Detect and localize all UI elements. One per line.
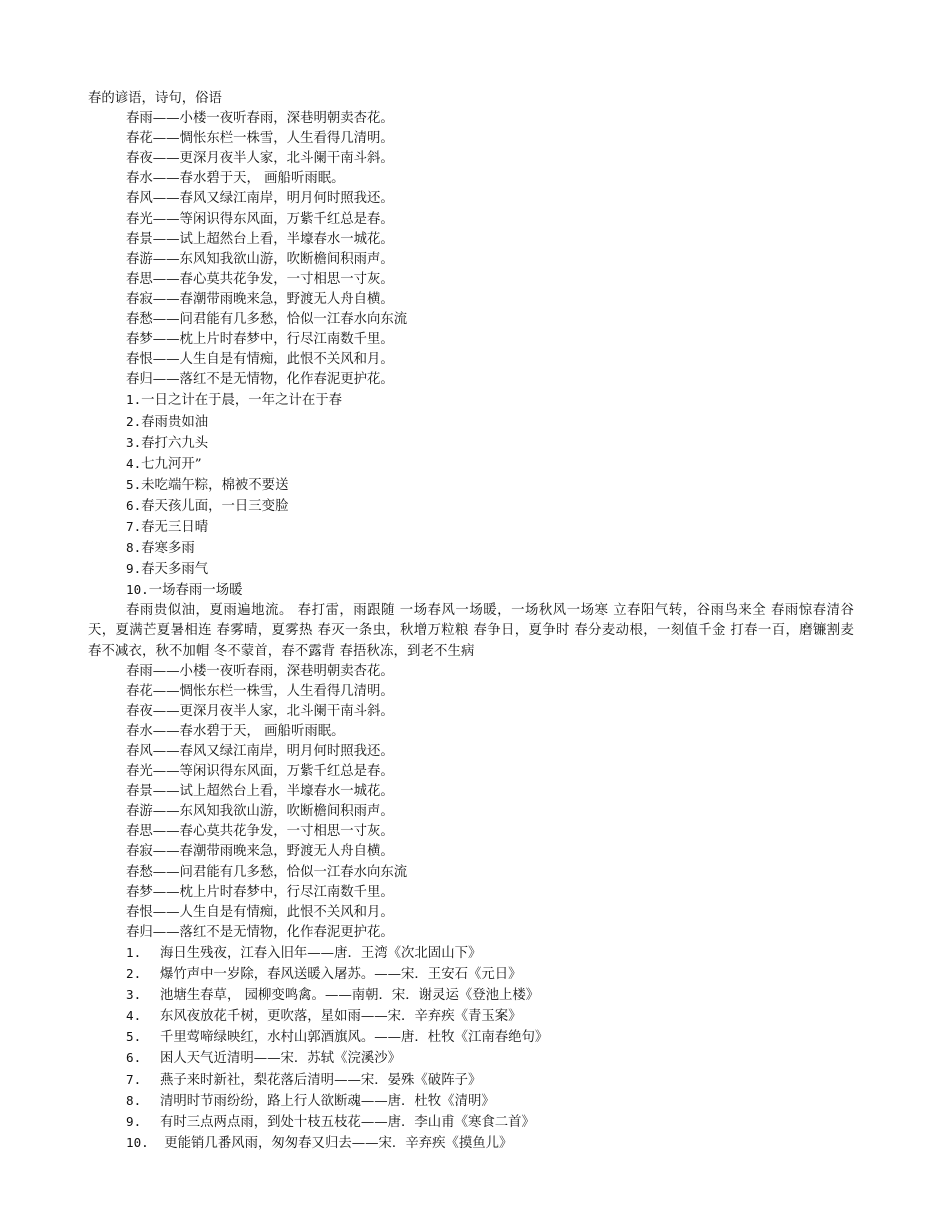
list-item: 春梦——枕上片时春梦中，行尽江南数千里。 bbox=[126, 884, 394, 900]
list-item: 春雨——小楼一夜听春雨，深巷明朝卖杏花。 bbox=[126, 663, 394, 679]
item-text: 困人天气近清明——宋．苏轼《浣溪沙》 bbox=[160, 1051, 402, 1067]
item-text: 春无三日晴 bbox=[141, 519, 209, 535]
item-number: 8. bbox=[126, 540, 142, 556]
item-number: 9. bbox=[126, 561, 142, 577]
item-text: 春天多雨气 bbox=[141, 562, 209, 578]
list-item: 春光——等闲识得东风面，万紫千红总是春。 bbox=[126, 211, 394, 227]
item-text: 有时三点两点雨，到处十枝五枝花——唐．李山甫《寒食二首》 bbox=[160, 1114, 535, 1130]
list-item bbox=[88, 985, 854, 1006]
item-number: 9. bbox=[126, 1113, 142, 1129]
list-item: 春水——春水碧于天， 画船听雨眠。 bbox=[126, 171, 345, 187]
list-item: 春游——东风知我欲山游，吹断檐间积雨声。 bbox=[126, 251, 394, 267]
list-item bbox=[88, 1091, 854, 1112]
item-number: 10. bbox=[126, 1134, 149, 1150]
list-item: 春寂——春潮带雨晚来急，野渡无人舟自横。 bbox=[126, 291, 394, 307]
proverb-paragraph: 春雨贵似油，夏雨遍地流。 春打雷，雨跟随 一场春风一场暖，一场秋风一场寒 立春阳气转，谷雨鸟来全 春雨惊春清谷天，夏满芒夏暑相连 春雾晴，夏雾热 春灭一条虫，秋增万粒粮 春争日，夏争时 春分麦动根，一刻值千金 打春一百，磨镰割麦 春不减衣，秋不加帽 冬不蒙首，春不露背 春捂秋冻，到老不生病 bbox=[88, 603, 854, 659]
list-item bbox=[88, 1048, 854, 1069]
item-text: 春雨贵如油 bbox=[141, 414, 209, 430]
item-number: 6. bbox=[126, 497, 142, 513]
document-title: 春的谚语，诗句，俗语 bbox=[88, 91, 222, 106]
item-text: 东风夜放花千树，更吹落，星如雨——宋．辛弃疾《青玉案》 bbox=[160, 1009, 522, 1025]
list-item: 春夜——更深月夜半人家，北斗阑干南斗斜。 bbox=[126, 151, 394, 167]
item-number: 3. bbox=[126, 987, 142, 1003]
item-text: 更能销几番风雨，匆匆春又归去——宋．辛弃疾《摸鱼儿》 bbox=[160, 1135, 513, 1151]
list-item: 春思——春心莫共花争发，一寸相思一寸灰。 bbox=[126, 824, 394, 840]
item-text: 一日之计在于晨，一年之计在于春 bbox=[141, 393, 343, 409]
list-item: 春夜——更深月夜半人家，北斗阑干南斗斜。 bbox=[126, 703, 394, 719]
list-item bbox=[88, 1006, 854, 1027]
item-text: 海日生残夜，江春入旧年——唐．王湾《次北固山下》 bbox=[160, 945, 482, 961]
list-item: 春水——春水碧于天， 画船听雨眠。 bbox=[126, 723, 345, 739]
item-text: 池塘生春草， 园柳变鸣禽。——南朝．宋．谢灵运《登池上楼》 bbox=[160, 988, 540, 1004]
list-item bbox=[88, 1070, 854, 1091]
list-item bbox=[88, 1027, 854, 1048]
list-item bbox=[88, 496, 854, 517]
list-item bbox=[88, 390, 854, 411]
list-item: 春思——春心莫共花争发，一寸相思一寸灰。 bbox=[126, 271, 394, 287]
item-number: 1. bbox=[126, 392, 142, 408]
item-text: 未吃端午粽，棉被不要送 bbox=[141, 477, 289, 493]
list-item bbox=[88, 454, 854, 475]
item-text: 一场春雨一场暖 bbox=[148, 583, 243, 599]
item-number: 4. bbox=[126, 455, 142, 471]
item-text: 七九河开” bbox=[141, 456, 202, 472]
proverb-list bbox=[88, 390, 854, 601]
list-item bbox=[88, 1112, 854, 1133]
list-item bbox=[88, 475, 854, 496]
list-item: 春花——惆怅东栏一株雪，人生看得几清明。 bbox=[126, 683, 394, 699]
item-text: 爆竹声中一岁除，春风送暖入屠苏。——宋．王安石《元日》 bbox=[160, 967, 522, 983]
item-number: 10. bbox=[126, 582, 149, 598]
list-item: 春愁——问君能有几多愁，恰似一江春水向东流 bbox=[126, 312, 408, 328]
item-number: 7. bbox=[126, 1071, 142, 1087]
list-item: 春风——春风又绿江南岸，明月何时照我还。 bbox=[126, 191, 394, 207]
poem-list bbox=[88, 943, 854, 1154]
item-number: 7. bbox=[126, 518, 142, 534]
item-text: 燕子来时新社，梨花落后清明——宋．晏殊《破阵子》 bbox=[160, 1072, 482, 1088]
item-number: 1. bbox=[126, 944, 142, 960]
list-item: 春风——春风又绿江南岸，明月何时照我还。 bbox=[126, 744, 394, 759]
item-text: 千里莺啼绿映红，水村山郭酒旗风。——唐．杜牧《江南春绝句》 bbox=[160, 1030, 549, 1046]
list-item: 春游——东风知我欲山游，吹断檐间积雨声。 bbox=[126, 804, 394, 820]
item-number: 5. bbox=[126, 1029, 142, 1045]
list-item: 春恨——人生自是有情痴，此恨不关风和月。 bbox=[126, 352, 394, 368]
spring-topics-list-2 bbox=[88, 662, 854, 943]
list-item bbox=[88, 943, 854, 964]
item-number: 2. bbox=[126, 966, 142, 982]
spring-topics-list-1 bbox=[88, 109, 854, 390]
list-item: 春光——等闲识得东风面，万紫千红总是春。 bbox=[126, 764, 394, 780]
list-item: 春景——试上超然台上看，半壕春水一城花。 bbox=[126, 784, 394, 800]
list-item bbox=[88, 559, 854, 580]
list-item bbox=[88, 517, 854, 538]
list-item: 春雨——小楼一夜听春雨，深巷明朝卖杏花。 bbox=[126, 111, 394, 127]
list-item bbox=[88, 538, 854, 559]
item-text: 春寒多雨 bbox=[141, 541, 195, 557]
item-number: 5. bbox=[126, 476, 142, 492]
item-text: 春天孩儿面，一日三变脸 bbox=[141, 498, 289, 514]
list-item: 春花——惆怅东栏一株雪，人生看得几清明。 bbox=[126, 131, 394, 147]
item-text: 清明时节雨纷纷，路上行人欲断魂——唐．杜牧《清明》 bbox=[160, 1093, 495, 1109]
item-number: 2. bbox=[126, 413, 142, 429]
list-item bbox=[88, 580, 854, 601]
list-item: 春归——落红不是无情物，化作春泥更护花。 bbox=[126, 924, 394, 940]
item-number: 6. bbox=[126, 1050, 142, 1066]
item-number: 3. bbox=[126, 434, 142, 450]
list-item: 春景——试上超然台上看，半壕春水一城花。 bbox=[126, 231, 394, 247]
list-item: 春梦——枕上片时春梦中，行尽江南数千里。 bbox=[126, 332, 394, 348]
item-text: 春打六九头 bbox=[141, 435, 209, 451]
list-item bbox=[88, 433, 854, 454]
list-item: 春寂——春潮带雨晚来急，野渡无人舟自横。 bbox=[126, 844, 394, 860]
list-item bbox=[88, 412, 854, 433]
list-item bbox=[88, 964, 854, 985]
list-item: 春归——落红不是无情物，化作春泥更护花。 bbox=[126, 372, 394, 388]
list-item: 春恨——人生自是有情痴，此恨不关风和月。 bbox=[126, 904, 394, 920]
document-body bbox=[88, 89, 854, 1154]
list-item: 春愁——问君能有几多愁，恰似一江春水向东流 bbox=[126, 864, 408, 880]
list-item bbox=[88, 1133, 854, 1154]
item-number: 8. bbox=[126, 1092, 142, 1108]
item-number: 4. bbox=[126, 1008, 142, 1024]
